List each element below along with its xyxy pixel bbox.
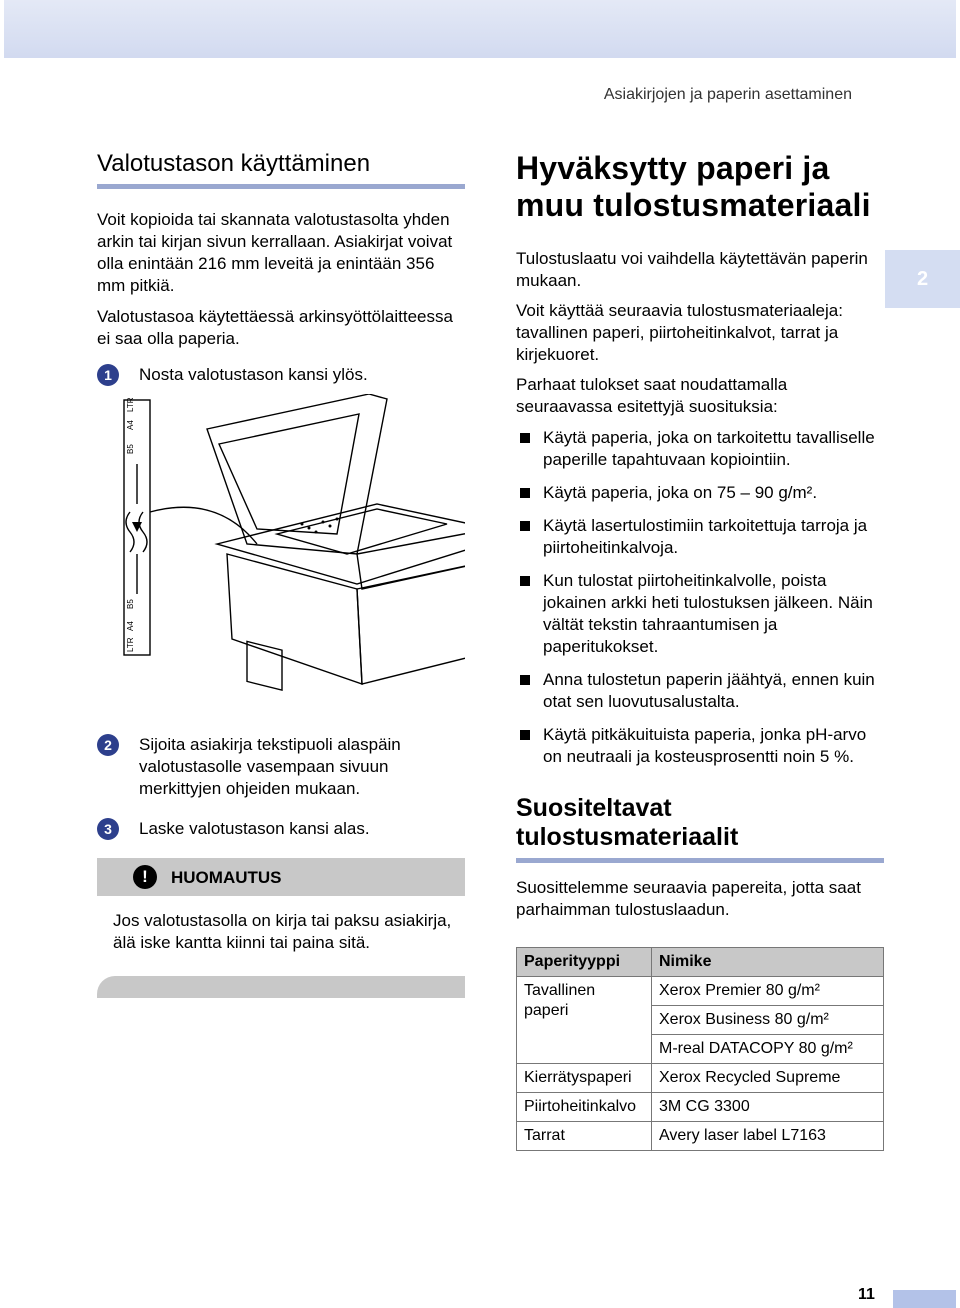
note-text: Jos valotustasolla on kirja tai paksu asiakirja, älä iske kantta kiinni tai paina sitä. bbox=[113, 911, 452, 952]
list-item: Kun tulostat piirtoheitinkalvolle, poista jokainen arkki heti tulostuksen jälkeen. Näin vältät tekstin tahraantumisen ja paperitukokset. bbox=[516, 570, 884, 658]
right-column bbox=[516, 150, 884, 1151]
step-1 bbox=[97, 364, 465, 386]
svg-text:LTR: LTR bbox=[126, 637, 135, 652]
step-text: Sijoita asiakirja tekstipuoli alaspäin valotustasolle vasempaan sivuun merkittyjen ohjeiden mukaan. bbox=[139, 735, 401, 798]
step-3 bbox=[97, 818, 465, 840]
svg-text:B5: B5 bbox=[126, 599, 135, 609]
svg-text:LTR: LTR bbox=[126, 397, 135, 412]
bullet-icon bbox=[520, 433, 530, 443]
page-number: 11 bbox=[858, 1286, 875, 1303]
bullet-icon bbox=[520, 576, 530, 586]
paragraph-recommend: Parhaat tulokset saat noudattamalla seuraavassa esitettyjä suosituksia: bbox=[516, 375, 788, 416]
svg-text:B5: B5 bbox=[126, 444, 135, 454]
table-cell: Xerox Business 80 g/m² bbox=[652, 1006, 884, 1035]
intro-paragraph: Voit kopioida tai skannata valotustasolta yhden arkin tai kirjan sivun kerrallaan. Asiakirjat voivat olla enintään 216 mm leveitä ja enintään 356 mm pitkiä. bbox=[97, 210, 453, 295]
top-banner bbox=[4, 0, 956, 58]
warning-paragraph: Valotustasoa käytettäessä arkinsyöttölaitteessa ei saa olla paperia. bbox=[97, 307, 453, 348]
step-number: 3 bbox=[97, 818, 119, 840]
table-row bbox=[517, 1093, 884, 1122]
step-number: 2 bbox=[97, 734, 119, 756]
note-label: HUOMAUTUS bbox=[171, 868, 282, 887]
running-header: Asiakirjojen ja paperin asettaminen bbox=[603, 86, 852, 103]
paragraph-suggest: Suosittelemme seuraavia papereita, jotta saat parhaimman tulostuslaadun. bbox=[516, 878, 861, 919]
note-footer bbox=[97, 976, 465, 998]
list-item: Anna tulostetun paperin jäähtyä, ennen kuin otat sen luovutusalustalta. bbox=[516, 669, 884, 713]
bullet-icon bbox=[520, 521, 530, 531]
bullet-icon bbox=[520, 488, 530, 498]
list-item: Käytä paperia, joka on tarkoitettu tavalliselle paperille tapahtuvaan kopiointiin. bbox=[516, 427, 884, 471]
table-cell: Xerox Recycled Supreme bbox=[652, 1064, 884, 1093]
note-header bbox=[97, 858, 465, 896]
step-text: Nosta valotustason kansi ylös. bbox=[139, 365, 368, 384]
paragraph-media: Voit käyttää seuraavia tulostusmateriaaleja: tavallinen paperi, piirtoheitinkalvot, tarrat ja kirjekuoret. bbox=[516, 301, 843, 364]
table-cell: Piirtoheitinkalvo bbox=[517, 1093, 652, 1122]
column-header: Nimike bbox=[652, 948, 884, 977]
note-box bbox=[97, 858, 465, 998]
recommendation-list bbox=[516, 427, 884, 768]
table-cell: Kierrätyspaperi bbox=[517, 1064, 652, 1093]
table-row bbox=[517, 977, 884, 1006]
table-cell: Avery laser label L7163 bbox=[652, 1122, 884, 1151]
chapter-tab: 2 bbox=[885, 250, 960, 308]
bullet-icon bbox=[520, 730, 530, 740]
svg-text:A4: A4 bbox=[126, 420, 135, 430]
table-cell: 3M CG 3300 bbox=[652, 1093, 884, 1122]
table-row bbox=[517, 1064, 884, 1093]
list-item: Käytä lasertulostimiin tarkoitettuja tarroja ja piirtoheitinkalvoja. bbox=[516, 515, 884, 559]
left-column bbox=[97, 150, 465, 998]
list-item: Käytä paperia, joka on 75 – 90 g/m². bbox=[516, 482, 884, 504]
table-cell: M-real DATACOPY 80 g/m² bbox=[652, 1035, 884, 1064]
step-text: Laske valotustason kansi alas. bbox=[139, 819, 370, 838]
subheading: Suositeltavat tulostusmateriaalit bbox=[516, 794, 884, 863]
column-header: Paperityyppi bbox=[517, 948, 652, 977]
bullet-icon bbox=[520, 675, 530, 685]
scanner-illustration bbox=[97, 394, 465, 724]
table-cell: Tavallinen paperi bbox=[517, 977, 652, 1064]
list-item: Käytä pitkäkuituista paperia, jonka pH-arvo on neutraali ja kosteusprosentti noin 5 %. bbox=[516, 724, 884, 768]
step-number: 1 bbox=[97, 364, 119, 386]
table-header-row bbox=[517, 948, 884, 977]
page-tab bbox=[893, 1290, 956, 1308]
section-heading: Valotustason käyttäminen bbox=[97, 150, 465, 189]
step-2 bbox=[97, 734, 465, 800]
table-cell: Tarrat bbox=[517, 1122, 652, 1151]
paper-table bbox=[516, 947, 884, 1151]
main-heading: Hyväksytty paperi ja muu tulostusmateriaali bbox=[516, 150, 871, 223]
table-cell: Xerox Premier 80 g/m² bbox=[652, 977, 884, 1006]
table-row bbox=[517, 1122, 884, 1151]
svg-text:A4: A4 bbox=[126, 621, 135, 631]
paragraph-quality: Tulostuslaatu voi vaihdella käytettävän paperin mukaan. bbox=[516, 249, 868, 290]
warning-icon: ! bbox=[133, 865, 157, 889]
